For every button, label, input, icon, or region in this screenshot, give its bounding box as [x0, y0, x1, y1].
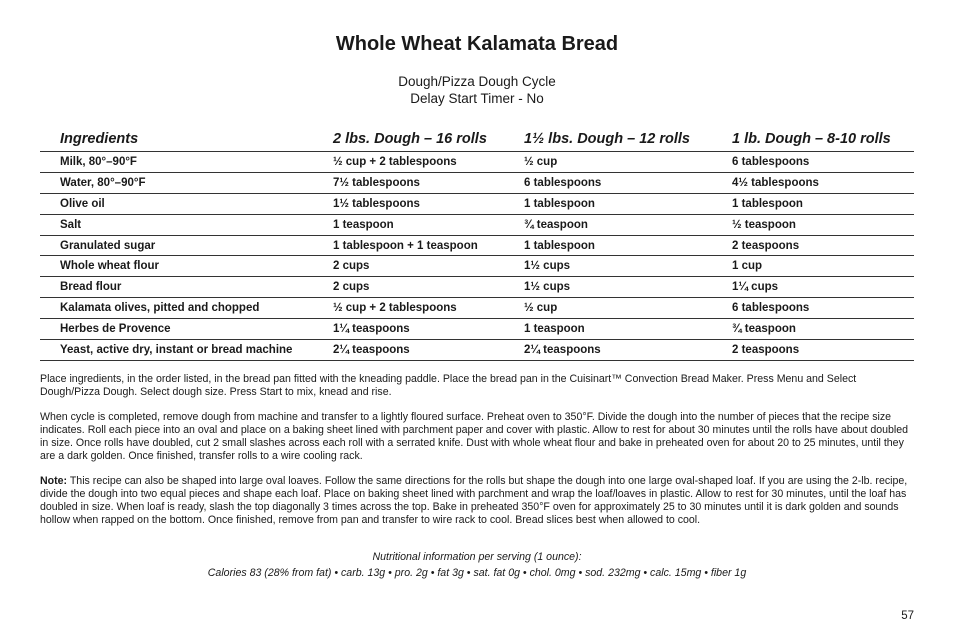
amount-1-5lb: ½ cup	[524, 152, 732, 173]
timer-subtitle: Delay Start Timer - No	[410, 91, 544, 106]
ingredient-name: Herbes de Provence	[40, 319, 333, 340]
header-1lb: 1 lb. Dough – 8-10 rolls	[732, 126, 914, 152]
amount-1lb: 6 tablespoons	[732, 152, 914, 173]
amount-1-5lb: 6 tablespoons	[524, 172, 732, 193]
table-row	[40, 340, 914, 361]
table-row	[40, 193, 914, 214]
table-row	[40, 235, 914, 256]
amount-1-5lb: 1 tablespoon	[524, 235, 732, 256]
amount-2lb: 1 tablespoon + 1 teaspoon	[333, 235, 524, 256]
table-row	[40, 214, 914, 235]
note-text: This recipe can also be shaped into large oval loaves. Follow the same directions for the rolls but shape the dough into one large oval-shaped loaf. If you are using the 2-lb. recipe, divide the dough into two equal pieces and shape each loaf. Place on baking sheet lined with parchment and wrap the loaf/loaves in plastic. Allow to rest for 30 minutes, until the loaf has doubled in size. When loaf is ready, slash the top diagonally 3 times across the top. Bake in preheated 350°F oven for approximately 25 to 30 minutes until it is dark golden and sounds hollow when rapped on the bottom. Once finished, remove from pan and transfer to wire rack to cool. Bread slices best when allowed to cool.	[40, 475, 908, 526]
amount-2lb: 2¼ teaspoons	[333, 340, 524, 361]
amount-2lb: 7½ tablespoons	[333, 172, 524, 193]
cycle-subtitle: Dough/Pizza Dough Cycle	[398, 74, 556, 89]
amount-1lb: 1 tablespoon	[732, 193, 914, 214]
note-label: Note:	[40, 475, 68, 487]
instructions-paragraph-1: Place ingredients, in the order listed, in the bread pan fitted with the kneading paddle. Place the bread pan in the Cuisinart™ Convection Bread Maker. Press Menu and Select Dough/Pizza Dough. Select dough size. Press Start to mix, knead and rise.	[40, 373, 857, 398]
amount-1-5lb: 1 tablespoon	[524, 193, 732, 214]
amount-2lb: 1 teaspoon	[333, 214, 524, 235]
amount-1lb: 4½ tablespoons	[732, 172, 914, 193]
page-number: 57	[901, 610, 914, 622]
amount-1lb: 2 teaspoons	[732, 340, 914, 361]
table-row	[40, 319, 914, 340]
amount-1-5lb: ¾ teaspoon	[524, 214, 732, 235]
table-row	[40, 277, 914, 298]
ingredient-name: Granulated sugar	[40, 235, 333, 256]
header-2lb: 2 lbs. Dough – 16 rolls	[333, 126, 524, 152]
ingredient-name: Bread flour	[40, 277, 333, 298]
amount-1lb: ¾ teaspoon	[732, 319, 914, 340]
table-row	[40, 152, 914, 173]
amount-2lb: 1½ tablespoons	[333, 193, 524, 214]
ingredient-name: Water, 80°–90°F	[40, 172, 333, 193]
ingredient-name: Milk, 80°–90°F	[40, 152, 333, 173]
ingredient-name: Whole wheat flour	[40, 256, 333, 277]
ingredient-name: Yeast, active dry, instant or bread machine	[40, 340, 333, 361]
table-row	[40, 172, 914, 193]
page-title: Whole Wheat Kalamata Bread	[335, 33, 619, 55]
note-paragraph	[40, 475, 914, 527]
amount-1-5lb: ½ cup	[524, 298, 732, 319]
amount-1-5lb: 1½ cups	[524, 256, 732, 277]
amount-1lb: 6 tablespoons	[732, 298, 914, 319]
amount-1-5lb: 1 teaspoon	[524, 319, 732, 340]
ingredient-name: Kalamata olives, pitted and chopped	[40, 298, 333, 319]
ingredient-name: Olive oil	[40, 193, 333, 214]
amount-1lb: ½ teaspoon	[732, 214, 914, 235]
amount-1lb: 1 cup	[732, 256, 914, 277]
amount-2lb: ½ cup + 2 tablespoons	[333, 152, 524, 173]
amount-2lb: 2 cups	[333, 277, 524, 298]
table-header-row	[40, 126, 914, 152]
instructions-paragraph-2: When cycle is completed, remove dough from machine and transfer to a lightly floured surface. Preheat oven to 350°F. Divide the dough into the number of pieces that the recipe size indicates. Roll each piece into an oval and place on a baking sheet lined with parchment paper and cover with plastic. Allow to rest for about 30 minutes until the rolls have about doubled in size. Once rolls have doubled, cut 2 small slashes across each roll with a serrated knife. Dust with whole wheat flour and bake in preheated oven for about 20 to 25 minutes, until they are a dark golden. Once finished, transfer rolls to a wire cooling rack.	[40, 411, 909, 462]
table-row	[40, 256, 914, 277]
amount-2lb: 2 cups	[333, 256, 524, 277]
header-ingredients: Ingredients	[40, 126, 333, 152]
amount-1lb: 1¼ cups	[732, 277, 914, 298]
header-1-5lb: 1½ lbs. Dough – 12 rolls	[524, 126, 732, 152]
amount-2lb: 1¼ teaspoons	[333, 319, 524, 340]
ingredient-name: Salt	[40, 214, 333, 235]
table-row	[40, 298, 914, 319]
amount-1-5lb: 2¼ teaspoons	[524, 340, 732, 361]
ingredients-table	[40, 126, 914, 361]
nutrition-heading: Nutritional information per serving (1 ounce):	[372, 551, 582, 563]
nutrition-values: Calories 83 (28% from fat) • carb. 13g • pro. 2g • fat 3g • sat. fat 0g • chol. 0mg • sod. 232mg • calc. 15mg • fiber 1g	[207, 567, 747, 579]
amount-2lb: ½ cup + 2 tablespoons	[333, 298, 524, 319]
amount-1lb: 2 teaspoons	[732, 235, 914, 256]
amount-1-5lb: 1½ cups	[524, 277, 732, 298]
